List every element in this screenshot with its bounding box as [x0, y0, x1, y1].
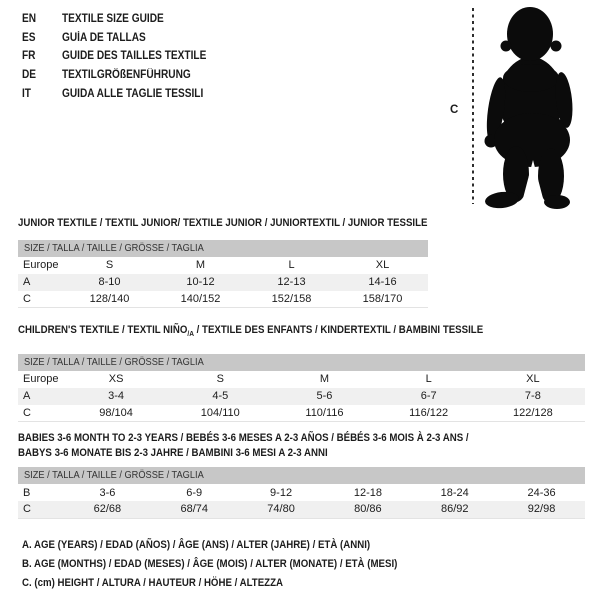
title-prefix: CHILDREN'S TEXTILE / TEXTIL NIÑO: [18, 324, 188, 336]
section-title-line: [18, 446, 585, 461]
cell-value: L: [288, 259, 295, 271]
language-code: IT: [22, 87, 32, 100]
section-title-line: [18, 216, 428, 231]
cell-value: 152/158: [271, 292, 312, 305]
cell-value: 3-6: [99, 486, 116, 499]
table-row: [18, 388, 585, 405]
cell-value: 68/74: [180, 503, 208, 516]
section-babies-textile: [18, 431, 585, 519]
table-row: [18, 484, 585, 501]
section-title-line: [18, 431, 585, 446]
size-header-bar: [18, 467, 585, 484]
cell-value: 158/170: [362, 292, 403, 305]
language-row: [22, 10, 226, 29]
cell-value: 116/122: [409, 406, 449, 419]
row-label: Europe: [23, 259, 59, 271]
section-childrens-textile: [18, 323, 585, 422]
measure-c-label: C: [450, 104, 459, 116]
cell-value: 128/140: [89, 292, 130, 305]
cell-value: 98/104: [99, 406, 133, 419]
cell-value: 3-4: [108, 390, 125, 403]
footnote-line: [22, 574, 449, 593]
language-code: EN: [22, 13, 37, 26]
section-junior-textile: [18, 216, 428, 308]
section-title-text: BABIES 3-6 MONTH TO 2-3 YEARS / BEBÉS 3-6 MESES A 2-3 AÑOS / BÉBÉS 3-6 MOIS À 2-3 ANS /: [18, 432, 469, 444]
size-header-text: SIZE / TALLA / TAILLE / GRÖSSE / TAGLIA: [24, 355, 204, 368]
cell-value: M: [195, 259, 206, 271]
cell-value: S: [105, 259, 114, 271]
table-row: [18, 405, 585, 422]
language-label: GUIDE DES TAILLES TEXTILE: [62, 50, 207, 63]
language-code: ES: [22, 31, 36, 44]
section-title-text: BABYS 3-6 MONATE BIS 2-3 JAHRE / BAMBINI 3-6 MESI A 2-3 ANNI: [18, 446, 328, 459]
cell-value: 6-7: [420, 390, 437, 403]
row-label: C: [23, 406, 31, 419]
section-title-text: [18, 323, 483, 342]
size-table: [18, 257, 428, 309]
language-row: [22, 84, 226, 103]
language-code: FR: [22, 50, 36, 63]
size-table: [18, 484, 585, 519]
size-table: [18, 371, 585, 423]
size-header-text: SIZE / TALLA / TAILLE / GRÖSSE / TAGLIA: [24, 469, 204, 481]
table-row: [18, 274, 428, 291]
toddler-silhouette-icon: [480, 4, 598, 212]
footnote-line: [22, 555, 449, 574]
cell-value: 4-5: [212, 390, 229, 403]
language-list: [22, 10, 226, 103]
cell-value: 7-8: [524, 390, 541, 403]
cell-value: 92/98: [527, 503, 556, 516]
cell-value: 140/152: [180, 292, 221, 305]
cell-value: 104/110: [200, 406, 240, 419]
language-row: [22, 47, 226, 66]
cell-value: 24-36: [527, 486, 556, 499]
cell-value: 74/80: [267, 503, 295, 516]
footnotes: [22, 536, 449, 592]
section-title: [18, 323, 585, 342]
language-label: GUIDA ALLE TAGLIE TESSILI: [62, 87, 204, 100]
cell-value: 62/68: [93, 503, 122, 516]
title-suffix: / TEXTILE DES ENFANTS / KINDERTEXTIL / BAMBINI TESSILE: [193, 324, 484, 336]
cell-value: 110/116: [305, 406, 344, 419]
section-title: [18, 431, 585, 460]
row-label: B: [23, 486, 31, 499]
cell-value: 12-18: [353, 486, 382, 499]
cell-value: 18-24: [440, 486, 469, 499]
table-row: [18, 501, 585, 518]
cell-value: 9-12: [270, 486, 293, 499]
footnote-text: B. AGE (MONTHS) / EDAD (MESES) / ÂGE (MOIS) / ALTER (MONATE) / ETÀ (MESI): [22, 557, 398, 570]
row-label: A: [23, 390, 31, 403]
cell-value: 12-13: [277, 276, 306, 288]
cell-value: 8-10: [98, 276, 121, 288]
size-header-bar: [18, 354, 585, 371]
section-title-text: JUNIOR TEXTILE / TEXTIL JUNIOR/ TEXTILE JUNIOR / JUNIORTEXTIL / JUNIOR TESSILE: [18, 217, 428, 229]
row-label: A: [23, 276, 31, 288]
cell-value: 6-9: [186, 486, 203, 499]
size-header-bar: [18, 240, 428, 257]
footnote-text: C. (cm) HEIGHT / ALTURA / HAUTEUR / HÖHE / ALTEZZA: [22, 576, 284, 589]
cell-value: 14-16: [368, 276, 397, 288]
cell-value: 5-6: [316, 390, 333, 403]
footnote-line: [22, 536, 449, 555]
table-row: [18, 291, 428, 308]
cell-value: XS: [108, 373, 124, 386]
cell-value: 10-12: [186, 276, 215, 288]
row-label: Europe: [23, 373, 59, 386]
cell-value: S: [216, 373, 224, 386]
cell-value: 86/92: [440, 503, 469, 516]
cell-value: L: [425, 373, 432, 386]
row-label: C: [23, 292, 31, 305]
row-label: C: [23, 503, 31, 516]
language-row: [22, 29, 226, 48]
cell-value: 122/128: [512, 406, 553, 419]
height-dashed-line: [472, 8, 474, 204]
title-subscript: /A: [187, 329, 194, 339]
language-code: DE: [22, 69, 37, 82]
section-title: [18, 216, 428, 231]
cell-value: 80/86: [354, 503, 382, 516]
language-label: GUÍA DE TALLAS: [62, 31, 146, 44]
cell-value: XL: [375, 259, 390, 271]
cell-value: M: [319, 373, 330, 386]
language-row: [22, 66, 226, 85]
footnote-text: A. AGE (YEARS) / EDAD (AÑOS) / ÂGE (ANS) / ALTER (JAHRE) / ETÀ (ANNI): [22, 539, 371, 551]
size-header-text: SIZE / TALLA / TAILLE / GRÖSSE / TAGLIA: [24, 241, 204, 254]
table-row: [18, 257, 428, 274]
cell-value: XL: [526, 373, 540, 386]
table-row: [18, 371, 585, 388]
language-label: TEXTILE SIZE GUIDE: [62, 13, 164, 26]
language-label: TEXTILGRÖßENFÜHRUNG: [62, 69, 191, 82]
